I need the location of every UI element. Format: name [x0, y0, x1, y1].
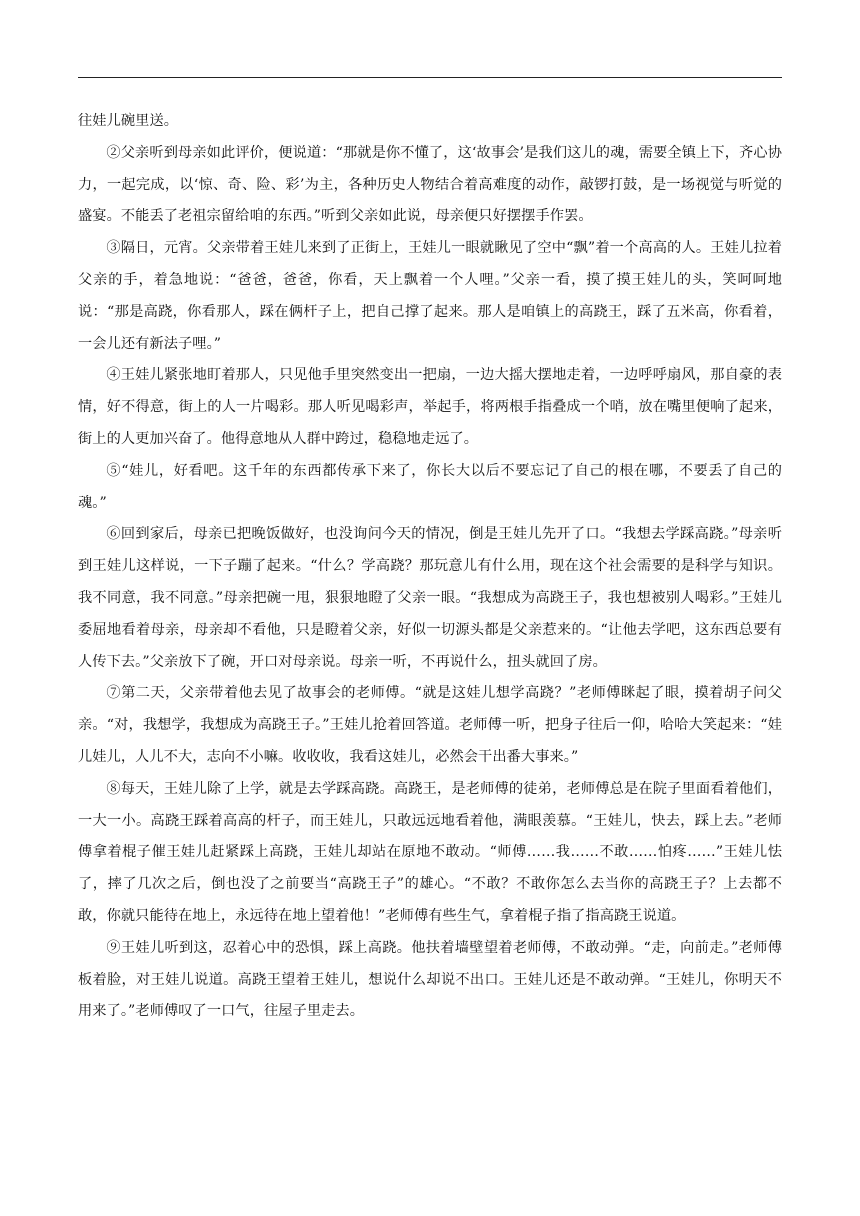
paragraph-6: ⑥回到家后，母亲已把晚饭做好，也没询问今天的情况，倒是王娃儿先开了口。“我想去学踩高跷。”母亲听到王娃儿这样说，一下子蹦了起来。“什么？学高跷？那玩意儿有什么用，现在这个社会需要的是科学与知识。我不同意，我不同意。”母亲把碗一甩，狠狠地瞪了父亲一眼。“我想成为高跷王子，我也想被别人喝彩。”王娃儿委屈地看着母亲，母亲却不看他，只是瞪着父亲，好似一切源头都是父亲惹来的。“让他去学吧，这东西总要有人传下去。”父亲放下了碗，开口对母亲说。母亲一听，不再说什么，扭头就回了房。 [78, 526, 782, 670]
paragraph-1: 往娃儿碗里送。 [78, 113, 179, 129]
paragraph-9: ⑨王娃儿听到这，忍着心中的恐惧，踩上高跷。他扶着墙壁望着老师傅，不敢动弹。“走，向前走。”老师傅板着脸，对王娃儿说道。高跷王望着王娃儿，想说什么却说不出口。王娃儿还是不敢动弹。“王娃儿，你明天不用来了。”老师傅叹了一口气，往屋子里走去。 [78, 939, 782, 1020]
paragraph-8: ⑧每天，王娃儿除了上学，就是去学踩高跷。高跷王，是老师傅的徒弟，老师傅总是在院子里面看着他们，一大一小。高跷王踩着高高的杆子，而王娃儿，只敢远远地看着他，满眼羡慕。“王娃儿，快去，踩上去。”老师傅拿着棍子催王娃儿赶紧踩上高跷，王娃儿却站在原地不敢动。“师傅……我……不敢……怕疼……”王娃儿怯了，摔了几次之后，倒也没了之前要当“高跷王子”的雄心。“不敢？不敢你怎么去当你的高跷王子？上去都不敢，你就只能待在地上，永远待在地上望着他！”老师傅有些生气，拿着棍子指了指高跷王说道。 [78, 780, 782, 924]
paragraph-2: ②父亲听到母亲如此评价，便说道：“那就是你不懂了，这‘故事会’是我们这儿的魂，需要全镇上下，齐心协力，一起完成，以‘惊、奇、险、彩’为主，各种历史人物结合着高难度的动作，敲锣打鼓，是一场视觉与听觉的盛宴。不能丢了老祖宗留给咱的东西。”听到父亲如此说，母亲便只好摆摆手作罢。 [78, 144, 782, 225]
article-body [78, 106, 782, 1028]
paragraph-3: ③隔日，元宵。父亲带着王娃儿来到了正街上，王娃儿一眼就瞅见了空中“飘”着一个高高的人。王娃儿拉着父亲的手，着急地说：“爸爸，爸爸，你看，天上飘着一个人哩。”父亲一看，摸了摸王娃儿的头，笑呵呵地说：“那是高跷，你看那人，踩在俩杆子上，把自己撑了起来。那人是咱镇上的高跷王，踩了五米高，你看着，一会儿还有新法子哩。” [78, 240, 782, 352]
paragraph-4: ④王娃儿紧张地盯着那人，只见他手里突然变出一把扇，一边大摇大摆地走着，一边呼呼扇风，那自豪的表情，好不得意，街上的人一片喝彩。那人听见喝彩声，举起手，将两根手指叠成一个哨，放在嘴里便响了起来，街上的人更加兴奋了。他得意地从人群中跨过，稳稳地走远了。 [78, 367, 782, 447]
paragraph-5: ⑤“娃儿，好看吧。这千年的东西都传承下来了，你长大以后不要忘记了自己的根在哪，不要丢了自己的魂。” [78, 462, 782, 511]
header-rule [78, 77, 782, 78]
paragraph-7: ⑦第二天，父亲带着他去见了故事会的老师傅。“就是这娃儿想学高跷？”老师傅眯起了眼，摸着胡子问父亲。“对，我想学，我想成为高跷王子。”王娃儿抢着回答道。老师傅一听，把身子往后一仰，哈哈大笑起来：“娃儿娃儿，人儿不大，志向不小嘛。收收收，我看这娃儿，必然会干出番大事来。” [78, 685, 782, 765]
